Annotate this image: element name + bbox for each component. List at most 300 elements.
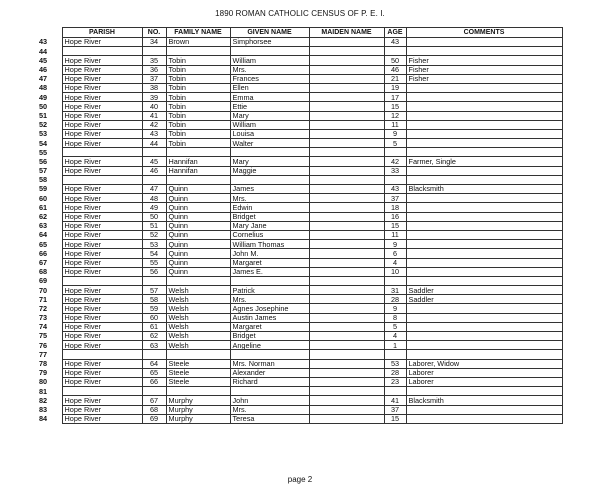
household-number: 64 [142,359,166,368]
age-cell: 11 [384,120,406,129]
maiden-name [309,240,384,249]
header-maiden-name: MAIDEN NAME [309,28,384,38]
age-cell: 5 [384,322,406,331]
maiden-name [309,129,384,138]
family-name: Quinn [166,185,230,194]
given-name: Mrs. Norman [230,359,309,368]
given-name: Austin James [230,313,309,322]
line-number: 83 [34,405,62,414]
comments-cell: Laborer [406,368,562,377]
table-row [34,405,562,414]
comments-cell [406,111,562,120]
age-cell [384,47,406,56]
age-cell: 4 [384,258,406,267]
maiden-name [309,368,384,377]
parish-cell: Hope River [62,194,142,203]
age-cell: 37 [384,194,406,203]
age-cell: 42 [384,157,406,166]
age-cell: 4 [384,332,406,341]
maiden-name [309,120,384,129]
age-cell: 19 [384,83,406,92]
family-name [166,387,230,396]
household-number: 40 [142,102,166,111]
household-number: 55 [142,258,166,267]
line-number: 48 [34,83,62,92]
age-cell [384,350,406,359]
maiden-name [309,185,384,194]
comments-cell: Blacksmith [406,185,562,194]
comments-cell [406,276,562,285]
comments-cell [406,47,562,56]
family-name [166,148,230,157]
parish-cell: Hope River [62,368,142,377]
family-name: Steele [166,377,230,386]
comments-cell [406,175,562,184]
age-cell: 9 [384,304,406,313]
maiden-name [309,221,384,230]
maiden-name [309,93,384,102]
line-number: 72 [34,304,62,313]
household-number: 59 [142,304,166,313]
table-row [34,286,562,295]
comments-cell [406,405,562,414]
census-body [34,38,562,424]
household-number [142,47,166,56]
family-name: Quinn [166,267,230,276]
table-row [34,65,562,74]
age-cell: 18 [384,203,406,212]
household-number: 46 [142,166,166,175]
given-name [230,276,309,285]
table-row [34,313,562,322]
family-name [166,276,230,285]
parish-cell: Hope River [62,240,142,249]
age-cell: 43 [384,38,406,47]
maiden-name [309,175,384,184]
parish-cell: Hope River [62,212,142,221]
comments-cell: Laborer [406,377,562,386]
given-name: Mrs. [230,405,309,414]
parish-cell [62,276,142,285]
line-number: 44 [34,47,62,56]
given-name: Alexander [230,368,309,377]
header-comments: COMMENTS [406,28,562,38]
household-number: 65 [142,368,166,377]
family-name: Quinn [166,212,230,221]
given-name [230,175,309,184]
parish-cell: Hope River [62,341,142,350]
age-cell [384,387,406,396]
household-number: 62 [142,332,166,341]
given-name: Mrs. [230,295,309,304]
household-number: 39 [142,93,166,102]
maiden-name [309,47,384,56]
family-name: Murphy [166,396,230,405]
parish-cell: Hope River [62,38,142,47]
family-name: Murphy [166,405,230,414]
comments-cell [406,341,562,350]
family-name: Tobin [166,129,230,138]
household-number: 36 [142,65,166,74]
family-name [166,175,230,184]
parish-cell: Hope River [62,120,142,129]
household-number: 44 [142,139,166,148]
given-name: Ettie [230,102,309,111]
parish-cell: Hope River [62,157,142,166]
maiden-name [309,313,384,322]
comments-cell [406,139,562,148]
family-name: Tobin [166,74,230,83]
comments-cell [406,322,562,331]
comments-cell [406,332,562,341]
parish-cell: Hope River [62,139,142,148]
family-name: Welsh [166,322,230,331]
household-number: 45 [142,157,166,166]
line-number: 50 [34,102,62,111]
table-row [34,295,562,304]
age-cell: 6 [384,249,406,258]
comments-cell: Blacksmith [406,396,562,405]
maiden-name [309,332,384,341]
line-number: 81 [34,387,62,396]
family-name: Tobin [166,56,230,65]
header-parish: PARISH [62,28,142,38]
given-name: William Thomas [230,240,309,249]
household-number: 38 [142,83,166,92]
parish-cell: Hope River [62,65,142,74]
maiden-name [309,203,384,212]
given-name: Mrs. [230,65,309,74]
comments-cell: Fisher [406,56,562,65]
age-cell: 28 [384,295,406,304]
parish-cell: Hope River [62,93,142,102]
given-name [230,387,309,396]
header-family-name: FAMILY NAME [166,28,230,38]
parish-cell [62,350,142,359]
comments-cell [406,38,562,47]
table-row [34,304,562,313]
household-number: 52 [142,230,166,239]
household-number: 53 [142,240,166,249]
comments-cell [406,102,562,111]
household-number: 61 [142,322,166,331]
parish-cell [62,387,142,396]
line-number: 73 [34,313,62,322]
family-name: Quinn [166,249,230,258]
maiden-name [309,148,384,157]
age-cell: 10 [384,267,406,276]
comments-cell [406,258,562,267]
comments-cell [406,166,562,175]
page-number: page 2 [287,475,313,484]
given-name: Frances [230,74,309,83]
line-number: 54 [34,139,62,148]
given-name: Angeline [230,341,309,350]
family-name: Quinn [166,221,230,230]
line-number: 63 [34,221,62,230]
line-number: 82 [34,396,62,405]
table-row [34,396,562,405]
line-number: 74 [34,322,62,331]
household-number: 63 [142,341,166,350]
maiden-name [309,267,384,276]
maiden-name [309,56,384,65]
given-name: Mary [230,157,309,166]
given-name: William [230,120,309,129]
given-name: James [230,185,309,194]
table-row [34,341,562,350]
household-number: 69 [142,414,166,423]
age-cell: 5 [384,139,406,148]
age-cell: 37 [384,405,406,414]
maiden-name [309,414,384,423]
given-name [230,148,309,157]
line-number: 62 [34,212,62,221]
table-row [34,83,562,92]
comments-cell [406,212,562,221]
age-cell: 46 [384,65,406,74]
family-name: Hannifan [166,157,230,166]
line-number: 45 [34,56,62,65]
comments-cell [406,304,562,313]
line-number: 79 [34,368,62,377]
line-number: 51 [34,111,62,120]
line-number: 67 [34,258,62,267]
table-row [34,166,562,175]
given-name: Richard [230,377,309,386]
parish-cell: Hope River [62,166,142,175]
parish-cell: Hope River [62,249,142,258]
line-number: 69 [34,276,62,285]
maiden-name [309,304,384,313]
household-number: 49 [142,203,166,212]
given-name: Cornelius [230,230,309,239]
household-number: 67 [142,396,166,405]
comments-cell [406,203,562,212]
parish-cell: Hope River [62,332,142,341]
table-row [34,221,562,230]
age-cell: 33 [384,166,406,175]
table-row [34,359,562,368]
table-row [34,102,562,111]
age-cell: 31 [384,286,406,295]
household-number: 56 [142,267,166,276]
maiden-name [309,139,384,148]
household-number: 35 [142,56,166,65]
line-number: 47 [34,74,62,83]
table-row [34,111,562,120]
line-number: 65 [34,240,62,249]
parish-cell: Hope River [62,185,142,194]
line-number: 60 [34,194,62,203]
parish-cell: Hope River [62,230,142,239]
line-number: 80 [34,377,62,386]
line-number: 43 [34,38,62,47]
family-name: Quinn [166,230,230,239]
family-name: Brown [166,38,230,47]
comments-cell: Saddler [406,295,562,304]
line-number: 77 [34,350,62,359]
age-cell [384,276,406,285]
parish-cell: Hope River [62,322,142,331]
table-row [34,185,562,194]
family-name: Quinn [166,203,230,212]
comments-cell [406,120,562,129]
table-row [34,47,562,56]
given-name: Mary Jane [230,221,309,230]
family-name [166,350,230,359]
family-name: Tobin [166,102,230,111]
maiden-name [309,359,384,368]
page-title: 1890 ROMAN CATHOLIC CENSUS OF P. E. I. [215,9,385,18]
table-row [34,157,562,166]
household-number: 47 [142,185,166,194]
household-number: 37 [142,74,166,83]
maiden-name [309,286,384,295]
parish-cell: Hope River [62,377,142,386]
table-row [34,129,562,138]
line-number: 49 [34,93,62,102]
household-number: 68 [142,405,166,414]
given-name: John M. [230,249,309,258]
age-cell: 8 [384,313,406,322]
given-name: Walter [230,139,309,148]
maiden-name [309,405,384,414]
line-number: 71 [34,295,62,304]
maiden-name [309,341,384,350]
maiden-name [309,111,384,120]
maiden-name [309,74,384,83]
comments-cell: Fisher [406,74,562,83]
household-number: 48 [142,194,166,203]
parish-cell: Hope River [62,304,142,313]
family-name: Welsh [166,313,230,322]
comments-cell [406,414,562,423]
family-name: Tobin [166,139,230,148]
comments-cell [406,230,562,239]
given-name: Mrs. [230,194,309,203]
age-cell: 21 [384,74,406,83]
age-cell: 53 [384,359,406,368]
comments-cell [406,387,562,396]
line-number: 52 [34,120,62,129]
family-name: Tobin [166,65,230,74]
maiden-name [309,387,384,396]
table-row [34,322,562,331]
table-row [34,38,562,47]
family-name [166,47,230,56]
table-row [34,249,562,258]
given-name: Teresa [230,414,309,423]
parish-cell: Hope River [62,405,142,414]
age-cell: 9 [384,240,406,249]
comments-cell [406,194,562,203]
maiden-name [309,102,384,111]
header-given-name: GIVEN NAME [230,28,309,38]
age-cell: 1 [384,341,406,350]
age-cell: 15 [384,414,406,423]
family-name: Steele [166,359,230,368]
parish-cell: Hope River [62,414,142,423]
given-name: Margaret [230,322,309,331]
census-table [34,27,563,424]
comments-cell [406,267,562,276]
family-name: Tobin [166,83,230,92]
comments-cell: Farmer, Single [406,157,562,166]
comments-cell [406,83,562,92]
family-name: Quinn [166,240,230,249]
line-number: 58 [34,175,62,184]
table-row [34,74,562,83]
maiden-name [309,396,384,405]
table-row [34,230,562,239]
parish-cell: Hope River [62,313,142,322]
comments-cell [406,221,562,230]
comments-cell: Laborer, Widow [406,359,562,368]
maiden-name [309,350,384,359]
line-number: 64 [34,230,62,239]
given-name: Ellen [230,83,309,92]
given-name: Emma [230,93,309,102]
parish-cell [62,175,142,184]
household-number [142,175,166,184]
given-name: Bridget [230,332,309,341]
parish-cell: Hope River [62,203,142,212]
parish-cell [62,148,142,157]
maiden-name [309,194,384,203]
household-number: 51 [142,221,166,230]
household-number [142,276,166,285]
maiden-name [309,377,384,386]
given-name: Edwin [230,203,309,212]
given-name: Agnes Josephine [230,304,309,313]
comments-cell [406,249,562,258]
maiden-name [309,38,384,47]
table-row [34,276,562,285]
parish-cell: Hope River [62,111,142,120]
family-name: Hannifan [166,166,230,175]
line-number: 76 [34,341,62,350]
maiden-name [309,230,384,239]
age-cell [384,175,406,184]
given-name [230,350,309,359]
comments-cell: Fisher [406,65,562,74]
maiden-name [309,166,384,175]
family-name: Welsh [166,332,230,341]
maiden-name [309,212,384,221]
parish-cell: Hope River [62,267,142,276]
table-row [34,148,562,157]
table-row [34,350,562,359]
table-row [34,368,562,377]
household-number: 60 [142,313,166,322]
given-name: Bridget [230,212,309,221]
line-number: 56 [34,157,62,166]
comments-cell [406,313,562,322]
line-number: 53 [34,129,62,138]
comments-cell [406,240,562,249]
line-number: 55 [34,148,62,157]
household-number: 58 [142,295,166,304]
comments-cell [406,148,562,157]
maiden-name [309,83,384,92]
parish-cell: Hope River [62,74,142,83]
household-number: 41 [142,111,166,120]
family-name: Welsh [166,286,230,295]
table-row [34,212,562,221]
family-name: Quinn [166,258,230,267]
parish-cell: Hope River [62,295,142,304]
